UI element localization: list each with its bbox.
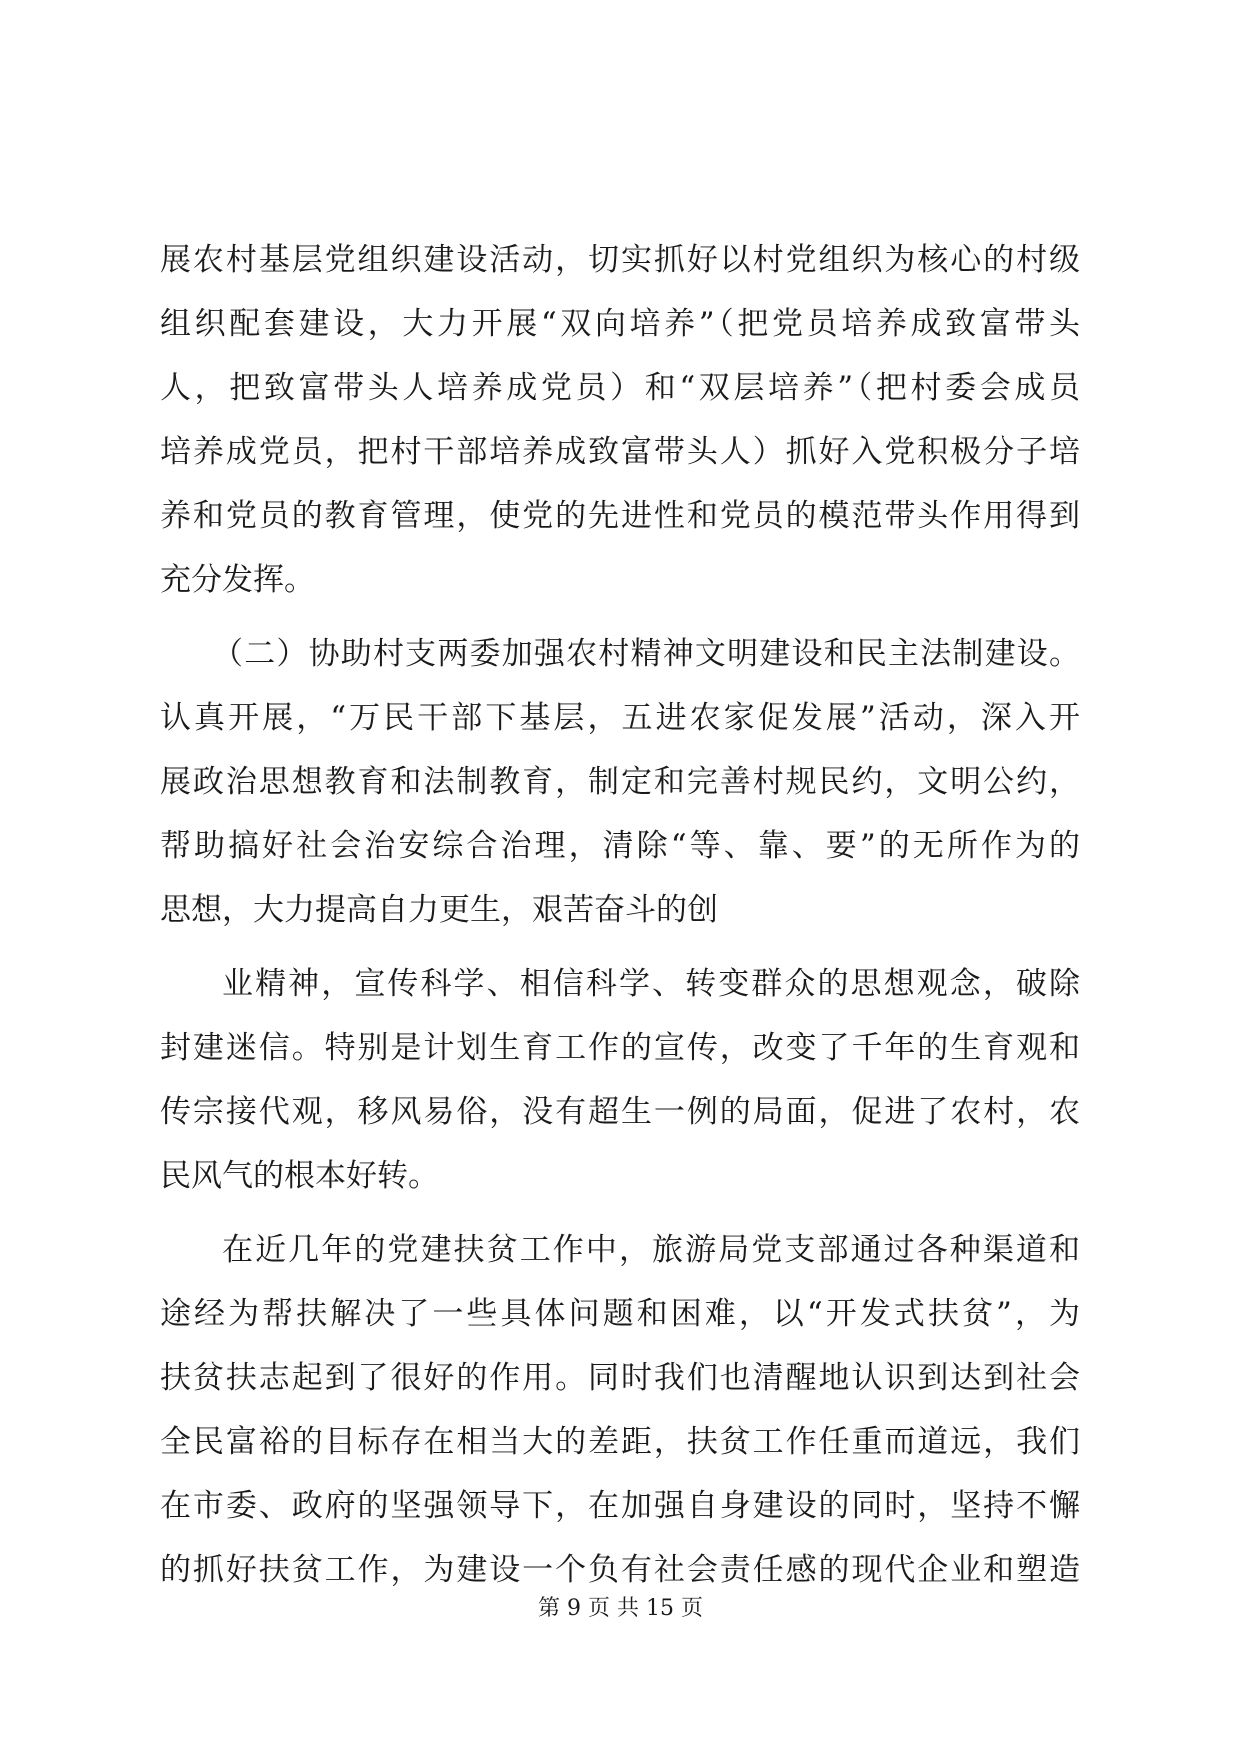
text-line: 充分发挥。 <box>160 562 315 598</box>
paragraph-1 <box>160 228 1080 612</box>
text-line: 展政治思想教育和法制教育，制定和完善村规民约，文明公约， <box>160 764 1080 800</box>
text-line: 帮助搞好社会治安综合治理，清除“等、靠、要”的无所作为的 <box>160 828 1080 864</box>
text-line: 的抓好扶贫工作，为建设一个负有社会责任感的现代企业和塑造 <box>160 1552 1080 1588</box>
text-line: 全民富裕的目标存在相当大的差距，扶贫工作任重而道远，我们 <box>160 1424 1080 1460</box>
text-line: 展农村基层党组织建设活动，切实抓好以村党组织为核心的村级 <box>160 242 1080 278</box>
text-line: 在近几年的党建扶贫工作中，旅游局党支部通过各种渠道和 <box>222 1232 1080 1268</box>
text-line: （二）协助村支两委加强农村精神文明建设和民主法制建设。 <box>212 636 1080 672</box>
paragraph-3 <box>160 952 1080 1208</box>
text-line: 人，把致富带头人培养成党员）和“双层培养”（把村委会成员 <box>160 370 1080 406</box>
paragraph-4 <box>160 1218 1080 1602</box>
paragraph-2 <box>160 622 1080 942</box>
text-line: 思想，大力提高自力更生，艰苦奋斗的创 <box>160 892 718 928</box>
text-line: 民风气的根本好转。 <box>160 1158 439 1194</box>
text-line: 传宗接代观，移风易俗，没有超生一例的局面，促进了农村，农 <box>160 1094 1080 1130</box>
text-line: 封建迷信。特别是计划生育工作的宣传，改变了千年的生育观和 <box>160 1030 1080 1066</box>
text-line: 扶贫扶志起到了很好的作用。同时我们也清醒地认识到达到社会 <box>160 1360 1080 1396</box>
text-line: 认真开展，“万民干部下基层，五进农家促发展”活动，深入开 <box>160 700 1080 736</box>
page-number: 第 9 页 共 15 页 <box>538 1596 703 1621</box>
page-footer <box>0 1594 1241 1624</box>
text-line: 养和党员的教育管理，使党的先进性和党员的模范带头作用得到 <box>160 498 1080 534</box>
text-line: 组织配套建设，大力开展“双向培养”（把党员培养成致富带头 <box>160 306 1080 342</box>
text-line: 途经为帮扶解决了一些具体问题和困难，以“开发式扶贫”，为 <box>160 1296 1080 1332</box>
text-line: 培养成党员，把村干部培养成致富带头人）抓好入党积极分子培 <box>160 434 1080 470</box>
text-line: 在市委、政府的坚强领导下，在加强自身建设的同时，坚持不懈 <box>160 1488 1080 1524</box>
body-text <box>160 228 1080 1602</box>
text-line: 业精神，宣传科学、相信科学、转变群众的思想观念，破除 <box>222 966 1080 1002</box>
